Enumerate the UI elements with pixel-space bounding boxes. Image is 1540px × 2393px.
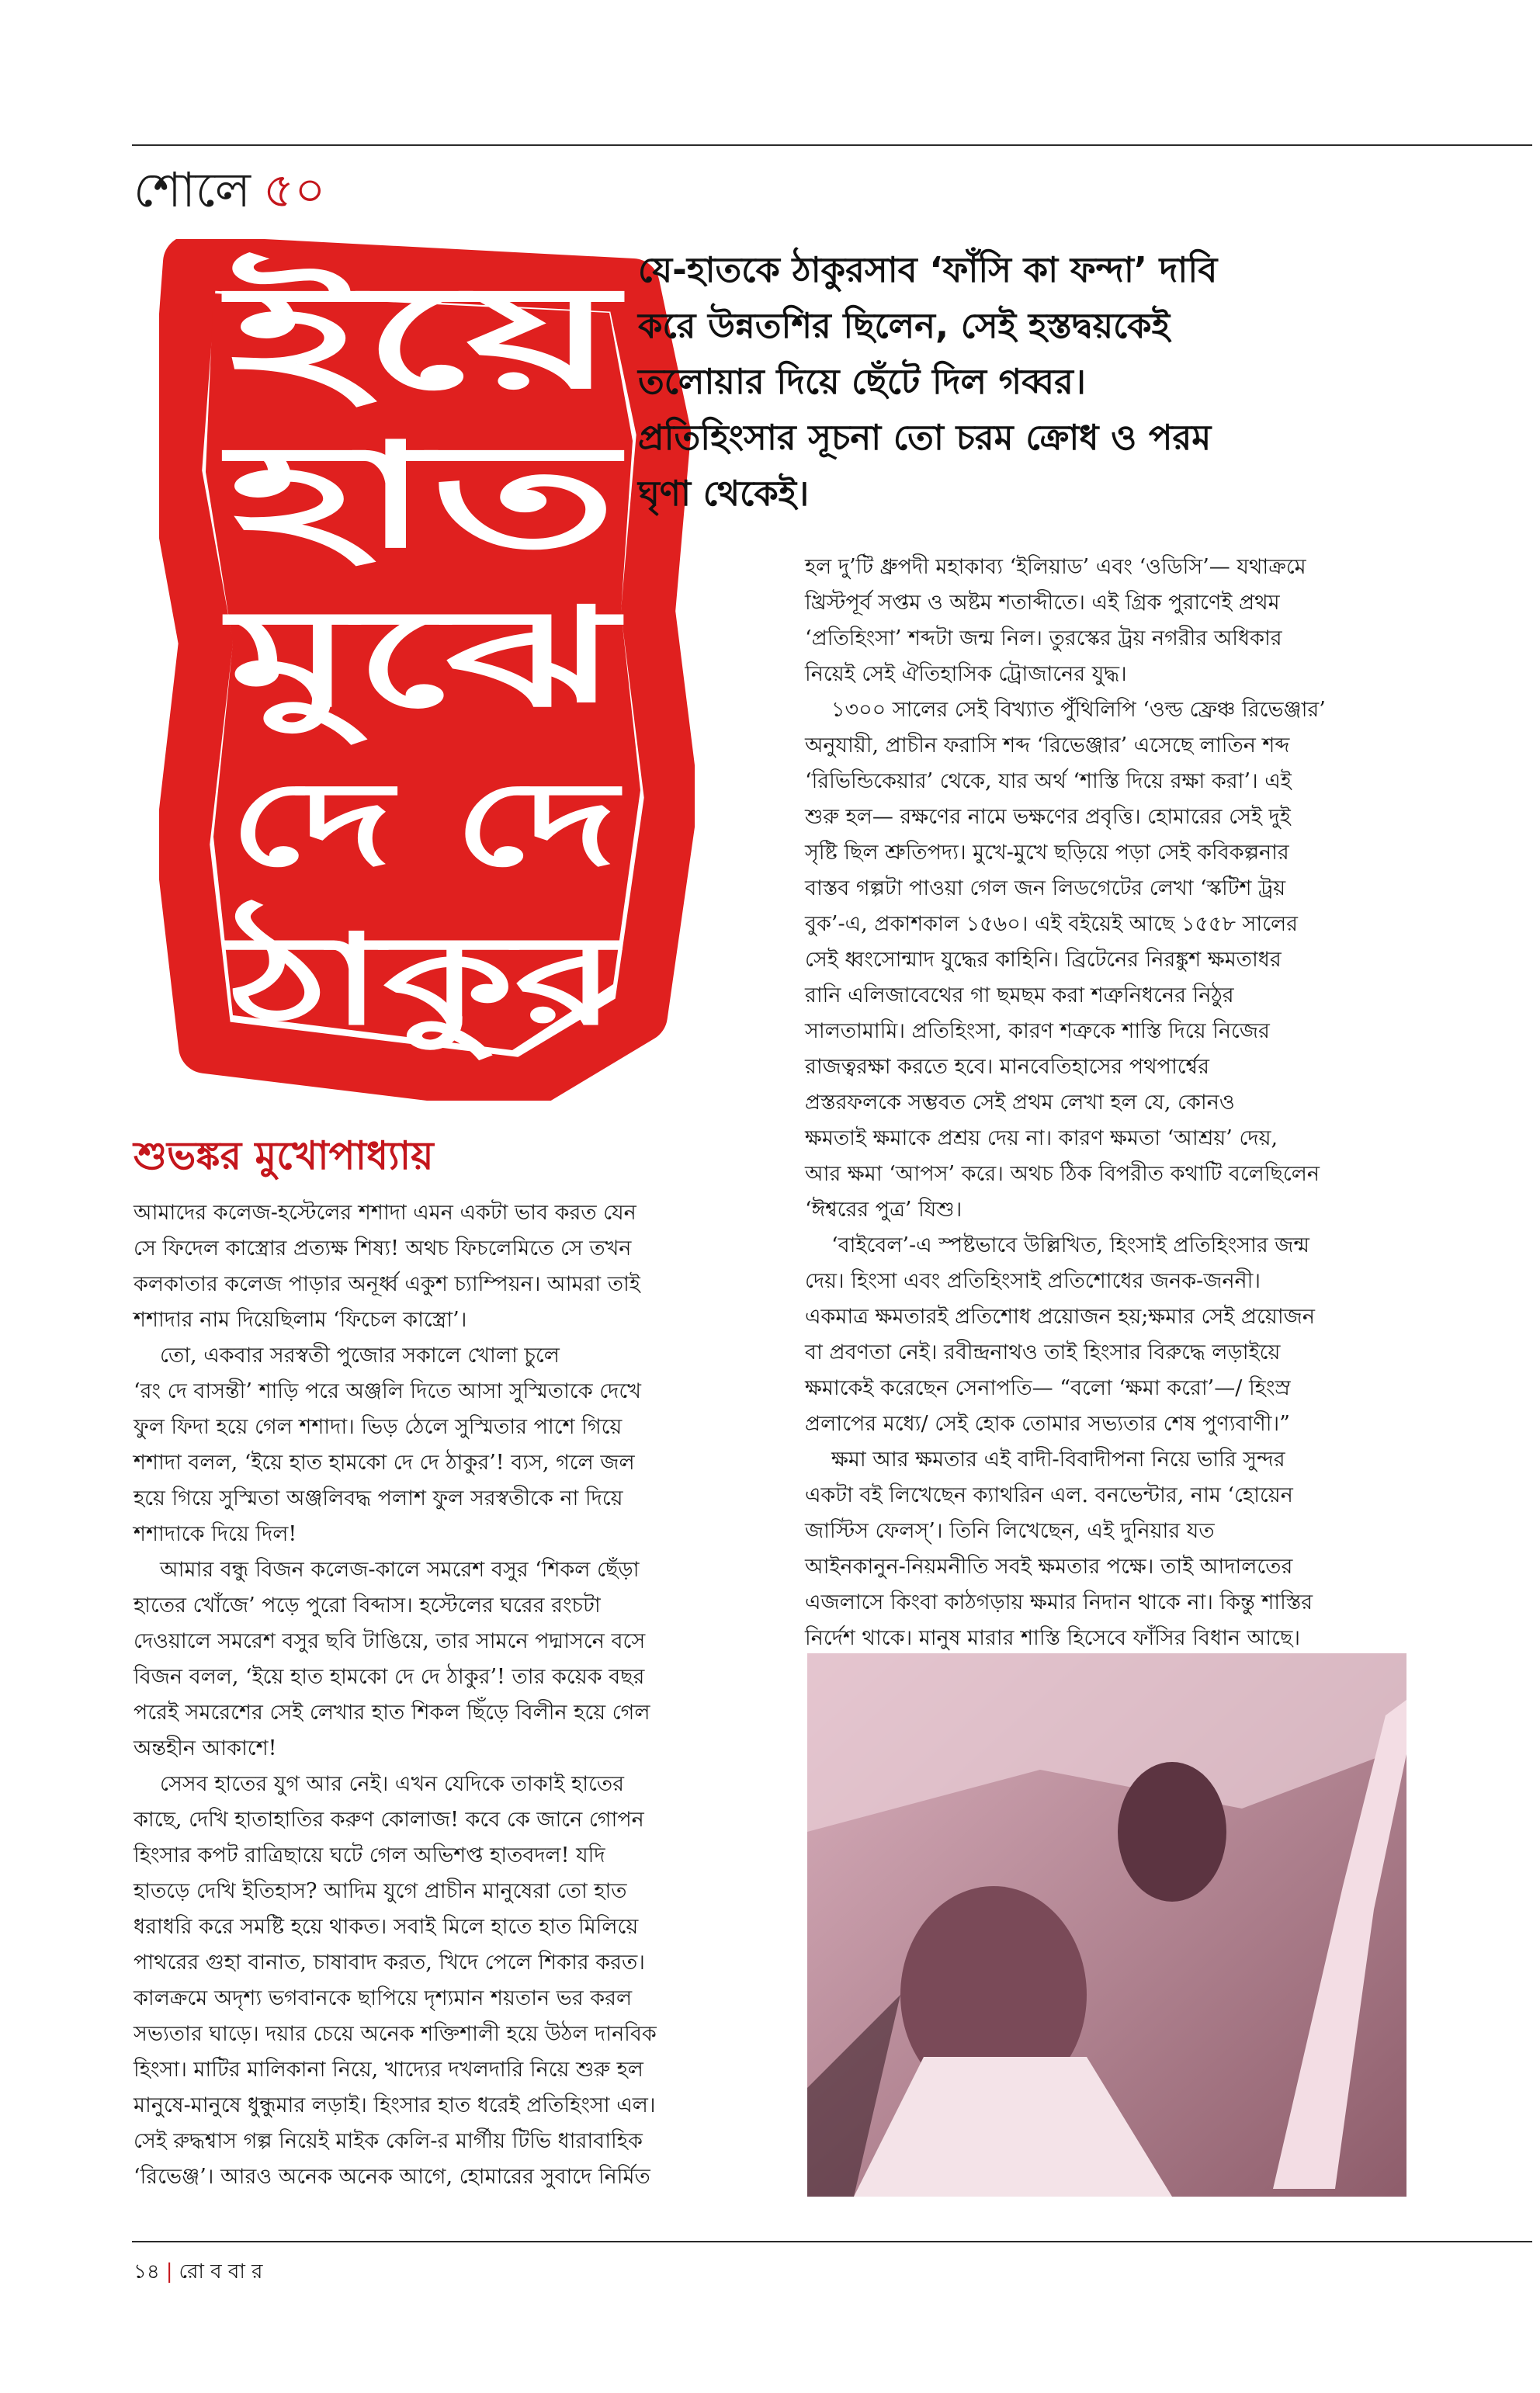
body-line: জাস্টিস ফেলস্’। তিনি লিখেছেন, এই দুনিয়ার যত bbox=[805, 1519, 1215, 1543]
body-column-left bbox=[134, 1195, 657, 2195]
photo-figure-rear bbox=[1118, 1762, 1226, 1902]
body-line: ‘প্রতিহিংসা’ শব্দটা জন্ম নিল। তুরস্কের ট্রয় নগরীর অধিকার bbox=[805, 626, 1282, 650]
body-line: ‘রিভিন্ডিকেয়ার’ থেকে, যার অর্থ ‘শাস্তি দিয়ে রক্ষা করা’। এই bbox=[805, 769, 1292, 793]
body-line: নিয়েই সেই ঐতিহাসিক ট্রোজানের যুদ্ধ। bbox=[805, 662, 1127, 686]
body-line: রানি এলিজাবেথের গা ছমছম করা শত্রুনিধনের নিঠুর bbox=[805, 983, 1234, 1007]
title-line: দে দে bbox=[229, 757, 623, 892]
body-line: প্রলাপের মধ্যে/ সেই হোক তোমার সভ্যতার শেষ পুণ্যবাণী।” bbox=[805, 1412, 1290, 1436]
body-line: ক্ষমতাই ক্ষমাকে প্রশ্রয় দেয় না। কারণ ক্ষমতা ‘আশ্রয়’ দেয়, bbox=[805, 1126, 1278, 1150]
body-line: ফুল ফিদা হয়ে গেল শশাদা। ভিড় ঠেলে সুস্মিতার পাশে গিয়ে bbox=[134, 1415, 623, 1439]
top-rule bbox=[132, 144, 1532, 146]
body-line: সেই রুদ্ধশ্বাস গল্প নিয়েই মাইক কেলি-র মার্গীয় টিভি ধারাবাহিক bbox=[134, 2129, 643, 2153]
body-line: ধরাধরি করে সমষ্টি হয়ে থাকত। সবাই মিলে হাতে হাত মিলিয়ে bbox=[134, 1915, 639, 1939]
body-line: বাস্তব গল্পটা পাওয়া গেল জন লিডগেটের লেখা ‘স্কটিশ ট্রয় bbox=[805, 876, 1286, 900]
body-line: ক্ষমাকেই করেছেন সেনাপতি— “বলো ‘ক্ষমা করো’—/ হিংস্র bbox=[805, 1376, 1291, 1400]
body-line: সালতামামি। প্রতিহিংসা, কারণ শত্রুকে শাস্তি দিয়ে নিজের bbox=[805, 1019, 1270, 1043]
title-art bbox=[159, 239, 695, 1101]
body-line: দেওয়ালে সমরেশ বসুর ছবি টাঙিয়ে, তার সামনে পদ্মাসনে বসে bbox=[134, 1629, 646, 1653]
body-line: সেসব হাতের যুগ আর নেই। এখন যেদিকে তাকাই হাতের bbox=[160, 1772, 625, 1796]
body-line: ক্ষমা আর ক্ষমতার এই বাদী-বিবাদীপনা নিয়ে ভারি সুন্দর bbox=[831, 1448, 1285, 1472]
body-line: তো, একবার সরস্বতী পুজোর সকালে খোলা চুলে bbox=[160, 1344, 560, 1368]
bottom-rule bbox=[132, 2241, 1532, 2242]
body-line: হাতড়ে দেখি ইতিহাস? আদিম যুগে প্রাচীন মানুষেরা তো হাত bbox=[134, 1879, 627, 1903]
body-line: একমাত্র ক্ষমতারই প্রতিশোধ প্রয়োজন হয়;ক্ষমার সেই প্রয়োজন bbox=[805, 1305, 1315, 1329]
body-line: নির্দেশ থাকে। মানুষ মারার শাস্তি হিসেবে ফাঁসির বিধান আছে। bbox=[805, 1626, 1300, 1650]
body-line: আমার বন্ধু বিজন কলেজ-কালে সমরেশ বসুর ‘শিকল ছেঁড়া bbox=[160, 1558, 640, 1582]
body-line: কালক্রমে অদৃশ্য ভগবানকে ছাপিয়ে দৃশ্যমান শয়তান ভর করল bbox=[134, 1986, 633, 2010]
page-footer bbox=[134, 2256, 262, 2290]
body-line: শশাদার নাম দিয়েছিলাম ‘ফিচেল কাস্ত্রো’। bbox=[134, 1308, 467, 1332]
body-line: পাথরের গুহা বানাত, চাষাবাদ করত, খিদে পেলে শিকার করত। bbox=[134, 1951, 645, 1975]
standfirst-line: করে উন্নতশির ছিলেন, সেই হস্তদ্বয়কেই bbox=[638, 305, 1171, 346]
body-line: সৃষ্টি ছিল শ্রুতিপদ্য। মুখে-মুখে ছড়িয়ে পড়া সেই কবিকল্পনার bbox=[805, 841, 1289, 865]
body-line: অনুযায়ী, প্রাচীন ফরাসি শব্দ ‘রিভেঞ্জার’ এসেছে লাতিন শব্দ bbox=[805, 734, 1290, 758]
body-line: ‘রং দে বাসন্তী’ শাড়ি পরে অঞ্জলি দিতে আসা সুস্মিতাকে দেখে bbox=[134, 1379, 641, 1403]
body-line: মানুষে-মানুষে ধুন্ধুমার লড়াই। হিংসার হাত ধরেই প্রতিহিংসা এল। bbox=[134, 2093, 656, 2117]
body-line: শশাদাকে দিয়ে দিল! bbox=[134, 1522, 297, 1546]
body-line: আর ক্ষমা ‘আপস’ করে। অথচ ঠিক বিপরীত কথাটি বলেছিলেন bbox=[805, 1162, 1320, 1186]
body-line: শুরু হল— রক্ষণের নামে ভক্ষণের প্রবৃত্তি। হোমারের সেই দুই bbox=[805, 805, 1291, 829]
body-line: ‘ঈশ্বরের পুত্র’ যিশু। bbox=[805, 1198, 962, 1222]
body-line: হিংসা। মাটির মালিকানা নিয়ে, খাদ্যের দখলদারি নিয়ে শুরু হল bbox=[134, 2058, 643, 2082]
footer-separator: | bbox=[165, 2260, 173, 2284]
body-line: সে ফিদেল কাস্ত্রোর প্রত্যক্ষ শিষ্য! অথচ ফিচলেমিতে সে তখন bbox=[134, 1236, 632, 1261]
title-line: ঠাকুর bbox=[229, 907, 487, 1053]
body-line: এজলাসে কিংবা কাঠগড়ায় ক্ষমার নিদান থাকে না। কিন্তু শাস্তির bbox=[805, 1590, 1313, 1614]
body-line: বা প্রবণতা নেই। রবীন্দ্রনাথও তাই হিংসার বিরুদ্ধে লড়াইয়ে bbox=[805, 1340, 1281, 1365]
body-line: ‘বাইবেল’-এ স্পষ্টভাবে উল্লিখিত, হিংসাই প্রতিহিংসার জন্ম bbox=[831, 1233, 1309, 1257]
body-line: ‘রিভেঞ্জ’। আরও অনেক অনেক আগে, হোমারের সুবাদে নির্মিত bbox=[134, 2165, 650, 2189]
body-line: প্রস্তরফলকে সম্ভবত সেই প্রথম লেখা হল যে, কোনও bbox=[805, 1091, 1235, 1115]
body-line: ১৩০০ সালের সেই বিখ্যাত পুঁথিলিপি ‘ওল্ড ফ্রেঞ্চ রিভেঞ্জার’ bbox=[831, 698, 1326, 722]
body-line: সেই ধ্বংসোন্মাদ যুদ্ধের কাহিনি। ব্রিটেনের নিরঙ্কুশ ক্ষমতাধর bbox=[805, 948, 1282, 972]
standfirst-line: যে-হাতকে ঠাকুরসাব ‘ফাঁসি কা ফন্দা’ দাবি bbox=[638, 249, 1218, 290]
body-line: পরেই সমরেশের সেই লেখার হাত শিকল ছিঁড়ে বিলীন হয়ে গেল bbox=[134, 1701, 650, 1725]
body-line: অন্তহীন আকাশে! bbox=[134, 1736, 277, 1760]
title-line: ইয়ে bbox=[229, 253, 446, 421]
film-still-photo bbox=[807, 1653, 1406, 2197]
body-line: বুক’-এ, প্রকাশকাল ১৫৬০। এই বইয়েই আছে ১৫৫৮ সালের bbox=[805, 912, 1299, 936]
body-line: আমাদের কলেজ-হস্টেলের শশাদা এমন একটা ভাব করত যেন bbox=[134, 1201, 636, 1225]
section-header bbox=[134, 161, 326, 218]
body-line: শশাদা বলল, ‘ইয়ে হাত হামকো দে দে ঠাকুর’! ব্যস, গলে জল bbox=[134, 1451, 635, 1475]
standfirst-line: ঘৃণা থেকেই। bbox=[638, 473, 810, 514]
page-number: ১৪ bbox=[134, 2260, 160, 2284]
body-line: রাজত্বরক্ষা করতে হবে। মানবেতিহাসের পথপার্শ্বের bbox=[805, 1055, 1209, 1079]
body-line: দেয়। হিংসা এবং প্রতিহিংসাই প্রতিশোধের জনক-জননী। bbox=[805, 1269, 1261, 1293]
publication-name: রো ব বা র bbox=[179, 2260, 263, 2284]
body-line: বিজন বলল, ‘ইয়ে হাত হামকো দে দে ঠাকুর’! তার কয়েক বছর bbox=[134, 1665, 645, 1689]
body-line: কাছে, দেখি হাতাহাতির করুণ কোলাজ! কবে কে জানে গোপন bbox=[134, 1808, 644, 1832]
body-line: কলকাতার কলেজ পাড়ার অনূর্ধ্ব একুশ চ্যাম্পিয়ন। আমরা তাই bbox=[134, 1272, 640, 1296]
body-line: হিংসার কপট রাত্রিছায়ে ঘটে গেল অভিশপ্ত হাতবদল! যদি bbox=[134, 1843, 605, 1868]
body-line: হাতের খোঁজে’ পড়ে পুরো বিব্দাস। হস্টেলের ঘরের রংচটা bbox=[134, 1594, 601, 1618]
title-line: হাত bbox=[220, 412, 626, 580]
body-line: হয়ে গিয়ে সুস্মিতা অঞ্জলিবদ্ধ পলাশ ফুল সরস্বতীকে না দিয়ে bbox=[134, 1486, 623, 1510]
standfirst bbox=[638, 242, 1430, 522]
standfirst-line: তলোয়ার দিয়ে ছেঁটে দিল গব্বর। bbox=[638, 361, 1086, 402]
standfirst-line: প্রতিহিংসার সূচনা তো চরম ক্রোধ ও পরম bbox=[638, 417, 1212, 458]
body-line: হল দু’টি ধ্রুপদী মহাকাব্য ‘ইলিয়াড’ এবং ‘ওডিসি’— যথাক্রমে bbox=[805, 555, 1306, 579]
author-byline: শুভঙ্কর মুখোপাধ্যায় bbox=[134, 1133, 434, 1178]
body-line: সভ্যতার ঘাড়ে। দয়ার চেয়ে অনেক শক্তিশালী হয়ে উঠল দানবিক bbox=[134, 2022, 657, 2046]
body-column-right bbox=[805, 550, 1326, 1656]
body-line: খ্রিস্টপূর্ব সপ্তম ও অষ্টম শতাব্দীতে। এই গ্রিক পুরাণেই প্রথম bbox=[805, 591, 1280, 615]
section-number: ৫০ bbox=[262, 161, 326, 218]
title-line: মুঝে bbox=[229, 580, 462, 737]
body-line: একটা বই লিখেছেন ক্যাথরিন এল. বনভেন্টার, নাম ‘হোয়েন bbox=[805, 1483, 1293, 1507]
section-word: শোলে bbox=[134, 161, 251, 218]
body-line: আইনকানুন-নিয়মনীতি সবই ক্ষমতার পক্ষে। তাই আদালতের bbox=[805, 1555, 1293, 1579]
